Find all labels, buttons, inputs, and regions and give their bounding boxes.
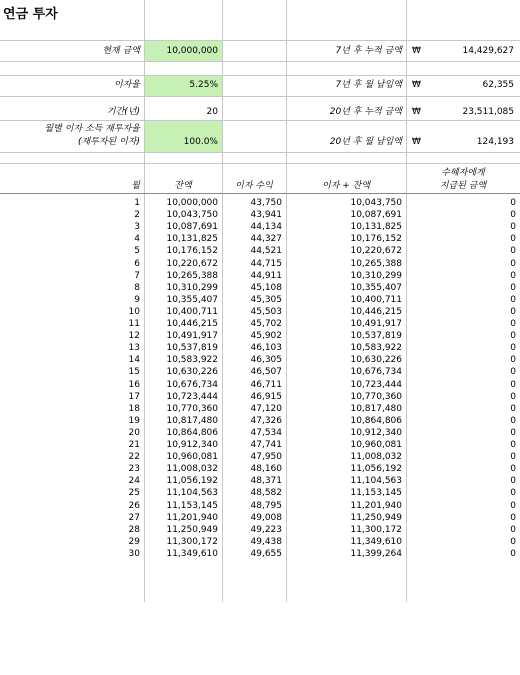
cell-interest-plus-balance: 10,723,444 xyxy=(350,379,402,390)
cell-interest: 44,521 xyxy=(250,246,282,257)
cell-balance: 10,864,806 xyxy=(166,427,218,438)
cell-balance: 11,153,145 xyxy=(166,500,218,511)
cell-balance: 10,087,691 xyxy=(166,222,218,233)
cell-interest: 48,795 xyxy=(250,500,282,511)
cell-paid-amount: 0 xyxy=(510,427,516,438)
table-row xyxy=(0,513,520,524)
cell-interest: 46,711 xyxy=(250,379,282,390)
grid-row-line xyxy=(0,40,520,41)
grid-row-line xyxy=(0,152,520,153)
cell-paid-amount: 0 xyxy=(510,355,516,366)
cell-month: 5 xyxy=(134,246,140,257)
cell-paid-amount: 0 xyxy=(510,222,516,233)
cell-interest-plus-balance: 10,131,825 xyxy=(350,222,402,233)
cell-paid-amount: 0 xyxy=(510,319,516,329)
cell-interest: 48,160 xyxy=(250,464,282,475)
table-row xyxy=(0,343,520,354)
cell-balance: 10,446,215 xyxy=(166,319,218,329)
cell-month: 2 xyxy=(134,210,140,221)
cell-interest-plus-balance: 10,537,819 xyxy=(350,331,402,342)
cell-month: 16 xyxy=(128,379,140,390)
currency-symbol: ₩ xyxy=(412,46,421,56)
cell-balance: 10,355,407 xyxy=(166,294,218,305)
cell-month: 4 xyxy=(134,234,140,245)
table-row xyxy=(0,501,520,512)
cell-interest: 49,655 xyxy=(250,548,282,559)
cell-interest-plus-balance: 10,491,917 xyxy=(350,319,402,329)
cell-interest-plus-balance: 10,446,215 xyxy=(350,306,402,317)
cell-balance: 11,201,940 xyxy=(166,512,218,523)
cell-balance: 10,491,917 xyxy=(166,331,218,342)
cell-month: 23 xyxy=(128,464,140,475)
cell-balance: 10,176,152 xyxy=(166,246,218,257)
column-header-month: 월 xyxy=(131,181,140,191)
cell-paid-amount: 0 xyxy=(510,306,516,317)
cell-balance: 11,300,172 xyxy=(166,536,218,547)
cell-month: 6 xyxy=(134,258,140,269)
currency-symbol: ₩ xyxy=(412,137,421,147)
cell-interest-plus-balance: 10,087,691 xyxy=(350,210,402,221)
cell-interest: 45,902 xyxy=(250,331,282,342)
cell-month: 8 xyxy=(134,282,140,293)
cell-balance: 10,310,299 xyxy=(166,282,218,293)
table-row xyxy=(0,367,520,378)
column-header-paid-line2: 지급된 금액 xyxy=(439,181,487,191)
cell-interest: 46,915 xyxy=(250,391,282,402)
cell-month: 1 xyxy=(134,198,140,208)
cell-interest-plus-balance: 10,355,407 xyxy=(350,282,402,293)
cell-balance: 11,349,610 xyxy=(166,548,218,559)
cell-balance: 10,817,480 xyxy=(166,415,218,426)
cell-month: 24 xyxy=(128,476,140,487)
table-row xyxy=(0,234,520,245)
cell-month: 3 xyxy=(134,222,140,233)
cell-paid-amount: 0 xyxy=(510,488,516,499)
table-row xyxy=(0,416,520,427)
cell-paid-amount: 0 xyxy=(510,210,516,221)
table-header-rule xyxy=(0,193,520,194)
cell-paid-amount: 0 xyxy=(510,258,516,269)
column-header-balance: 잔액 xyxy=(174,181,192,191)
table-row xyxy=(0,549,520,560)
cell-interest-plus-balance: 10,583,922 xyxy=(350,343,402,354)
cell-balance: 10,000,000 xyxy=(166,198,218,208)
input-value[interactable]: 10,000,000 xyxy=(166,46,218,56)
cell-paid-amount: 0 xyxy=(510,198,516,208)
cell-paid-amount: 0 xyxy=(510,548,516,559)
result-value: 23,511,085 xyxy=(462,107,514,117)
table-row xyxy=(0,428,520,439)
cell-paid-amount: 0 xyxy=(510,246,516,257)
table-row xyxy=(0,464,520,475)
cell-interest-plus-balance: 10,043,750 xyxy=(350,198,402,208)
cell-interest: 48,371 xyxy=(250,476,282,487)
table-row xyxy=(0,476,520,487)
cell-balance: 11,008,032 xyxy=(166,464,218,475)
cell-month: 25 xyxy=(128,488,140,499)
cell-paid-amount: 0 xyxy=(510,234,516,245)
cell-interest-plus-balance: 11,056,192 xyxy=(350,464,402,475)
result-label: 7년 후 누적 금액 xyxy=(335,46,402,56)
table-row xyxy=(0,210,520,221)
cell-paid-amount: 0 xyxy=(510,464,516,475)
cell-paid-amount: 0 xyxy=(510,440,516,450)
cell-balance: 10,131,825 xyxy=(166,234,218,245)
input-label: 기간(년) xyxy=(106,107,140,117)
cell-interest: 46,305 xyxy=(250,355,282,366)
cell-interest-plus-balance: 11,008,032 xyxy=(350,452,402,463)
cell-interest: 45,503 xyxy=(250,306,282,317)
table-row xyxy=(0,440,520,451)
table-row xyxy=(0,246,520,257)
cell-paid-amount: 0 xyxy=(510,476,516,487)
cell-interest-plus-balance: 10,265,388 xyxy=(350,258,402,269)
cell-paid-amount: 0 xyxy=(510,331,516,342)
cell-month: 9 xyxy=(134,294,140,305)
cell-interest-plus-balance: 11,153,145 xyxy=(350,488,402,499)
cell-paid-amount: 0 xyxy=(510,512,516,523)
cell-paid-amount: 0 xyxy=(510,415,516,426)
input-value[interactable]: 100.0% xyxy=(183,137,218,147)
cell-balance: 10,912,340 xyxy=(166,440,218,450)
cell-paid-amount: 0 xyxy=(510,270,516,281)
cell-interest: 45,108 xyxy=(250,282,282,293)
cell-balance: 11,250,949 xyxy=(166,524,218,535)
cell-interest: 44,327 xyxy=(250,234,282,245)
grid-row-line xyxy=(0,163,520,164)
cell-interest-plus-balance: 11,104,563 xyxy=(350,476,402,487)
cell-interest: 45,305 xyxy=(250,294,282,305)
cell-interest-plus-balance: 10,676,734 xyxy=(350,367,402,378)
cell-interest-plus-balance: 10,310,299 xyxy=(350,270,402,281)
cell-month: 26 xyxy=(128,500,140,511)
cell-interest: 49,223 xyxy=(250,524,282,535)
table-row xyxy=(0,380,520,391)
cell-month: 10 xyxy=(128,306,140,317)
cell-interest: 47,534 xyxy=(250,427,282,438)
cell-paid-amount: 0 xyxy=(510,379,516,390)
cell-paid-amount: 0 xyxy=(510,391,516,402)
cell-interest: 47,950 xyxy=(250,452,282,463)
currency-symbol: ₩ xyxy=(412,107,421,117)
input-label: 이자율 xyxy=(113,80,140,90)
input-label: 월별 이자 소득 재투자율 xyxy=(44,124,140,134)
cell-month: 19 xyxy=(128,415,140,426)
cell-balance: 10,537,819 xyxy=(166,343,218,354)
cell-month: 11 xyxy=(128,319,140,329)
cell-month: 20 xyxy=(128,427,140,438)
cell-interest: 45,702 xyxy=(250,319,282,329)
cell-month: 30 xyxy=(128,548,140,559)
currency-symbol: ₩ xyxy=(412,80,421,90)
cell-interest-plus-balance: 10,400,711 xyxy=(350,294,402,305)
table-row xyxy=(0,222,520,233)
table-row xyxy=(0,319,520,330)
cell-month: 17 xyxy=(128,391,140,402)
cell-interest-plus-balance: 10,960,081 xyxy=(350,440,402,450)
table-row xyxy=(0,259,520,270)
cell-interest-plus-balance: 10,912,340 xyxy=(350,427,402,438)
cell-balance: 11,104,563 xyxy=(166,488,218,499)
cell-interest-plus-balance: 10,770,360 xyxy=(350,391,402,402)
table-row xyxy=(0,355,520,366)
cell-interest: 48,582 xyxy=(250,488,282,499)
cell-interest-plus-balance: 10,220,672 xyxy=(350,246,402,257)
cell-interest-plus-balance: 11,201,940 xyxy=(350,500,402,511)
cell-month: 21 xyxy=(128,440,140,450)
cell-balance: 10,960,081 xyxy=(166,452,218,463)
cell-interest: 44,134 xyxy=(250,222,282,233)
cell-interest-plus-balance: 10,864,806 xyxy=(350,415,402,426)
table-row xyxy=(0,198,520,209)
table-row xyxy=(0,525,520,536)
table-row xyxy=(0,307,520,318)
cell-interest-plus-balance: 10,817,480 xyxy=(350,403,402,414)
column-header-interest: 이자 수익 xyxy=(235,181,273,191)
column-header-interest-plus-balance: 이자 + 잔액 xyxy=(321,181,371,191)
cell-interest: 49,008 xyxy=(250,512,282,523)
result-label: 20년 후 월 납입액 xyxy=(329,137,402,147)
cell-interest-plus-balance: 10,176,152 xyxy=(350,234,402,245)
cell-interest: 46,103 xyxy=(250,343,282,354)
cell-balance: 10,676,734 xyxy=(166,379,218,390)
cell-paid-amount: 0 xyxy=(510,343,516,354)
result-value: 62,355 xyxy=(482,80,514,90)
table-row xyxy=(0,331,520,342)
input-label-sub: (재투자된 이자) xyxy=(77,137,140,147)
result-label: 20년 후 누적 금액 xyxy=(329,107,402,117)
column-header-paid-line1: 수혜자에게 xyxy=(441,168,485,178)
cell-interest: 46,507 xyxy=(250,367,282,378)
cell-month: 18 xyxy=(128,403,140,414)
result-value: 14,429,627 xyxy=(462,46,514,56)
cell-interest-plus-balance: 11,300,172 xyxy=(350,524,402,535)
cell-paid-amount: 0 xyxy=(510,294,516,305)
table-row xyxy=(0,537,520,548)
cell-paid-amount: 0 xyxy=(510,403,516,414)
cell-balance: 10,583,922 xyxy=(166,355,218,366)
input-label: 현재 금액 xyxy=(102,46,140,56)
table-row xyxy=(0,488,520,499)
cell-paid-amount: 0 xyxy=(510,282,516,293)
cell-month: 28 xyxy=(128,524,140,535)
result-label: 7년 후 월 납입액 xyxy=(335,80,402,90)
result-value: 124,193 xyxy=(476,137,514,147)
cell-interest: 44,715 xyxy=(250,258,282,269)
cell-interest-plus-balance: 11,349,610 xyxy=(350,536,402,547)
cell-interest: 47,741 xyxy=(250,440,282,450)
cell-balance: 10,770,360 xyxy=(166,403,218,414)
cell-paid-amount: 0 xyxy=(510,452,516,463)
cell-balance: 11,056,192 xyxy=(166,476,218,487)
cell-month: 13 xyxy=(128,343,140,354)
table-row xyxy=(0,295,520,306)
cell-interest: 47,120 xyxy=(250,403,282,414)
grid-row-line xyxy=(0,120,520,121)
cell-paid-amount: 0 xyxy=(510,524,516,535)
grid-row-line xyxy=(0,75,520,76)
cell-balance: 10,043,750 xyxy=(166,210,218,221)
cell-interest-plus-balance: 11,250,949 xyxy=(350,512,402,523)
cell-interest: 49,438 xyxy=(250,536,282,547)
cell-paid-amount: 0 xyxy=(510,500,516,511)
table-row xyxy=(0,452,520,463)
table-row xyxy=(0,404,520,415)
cell-interest: 47,326 xyxy=(250,415,282,426)
cell-month: 27 xyxy=(128,512,140,523)
cell-month: 22 xyxy=(128,452,140,463)
grid-row-line xyxy=(0,61,520,62)
input-value[interactable]: 20 xyxy=(206,107,218,117)
cell-month: 14 xyxy=(128,355,140,366)
cell-interest: 43,750 xyxy=(250,198,282,208)
input-value[interactable]: 5.25% xyxy=(189,80,218,90)
cell-balance: 10,630,226 xyxy=(166,367,218,378)
cell-paid-amount: 0 xyxy=(510,367,516,378)
cell-balance: 10,265,388 xyxy=(166,270,218,281)
cell-interest-plus-balance: 10,630,226 xyxy=(350,355,402,366)
cell-month: 29 xyxy=(128,536,140,547)
cell-paid-amount: 0 xyxy=(510,536,516,547)
cell-interest: 44,911 xyxy=(250,270,282,281)
cell-month: 7 xyxy=(134,270,140,281)
cell-interest: 43,941 xyxy=(250,210,282,221)
cell-month: 15 xyxy=(128,367,140,378)
cell-balance: 10,723,444 xyxy=(166,391,218,402)
table-row xyxy=(0,271,520,282)
cell-balance: 10,220,672 xyxy=(166,258,218,269)
cell-balance: 10,400,711 xyxy=(166,306,218,317)
cell-interest-plus-balance: 11,399,264 xyxy=(350,548,402,559)
cell-month: 12 xyxy=(128,331,140,342)
page-title: 연금 투자 xyxy=(3,7,58,22)
table-row xyxy=(0,283,520,294)
table-row xyxy=(0,392,520,403)
grid-row-line xyxy=(0,96,520,97)
